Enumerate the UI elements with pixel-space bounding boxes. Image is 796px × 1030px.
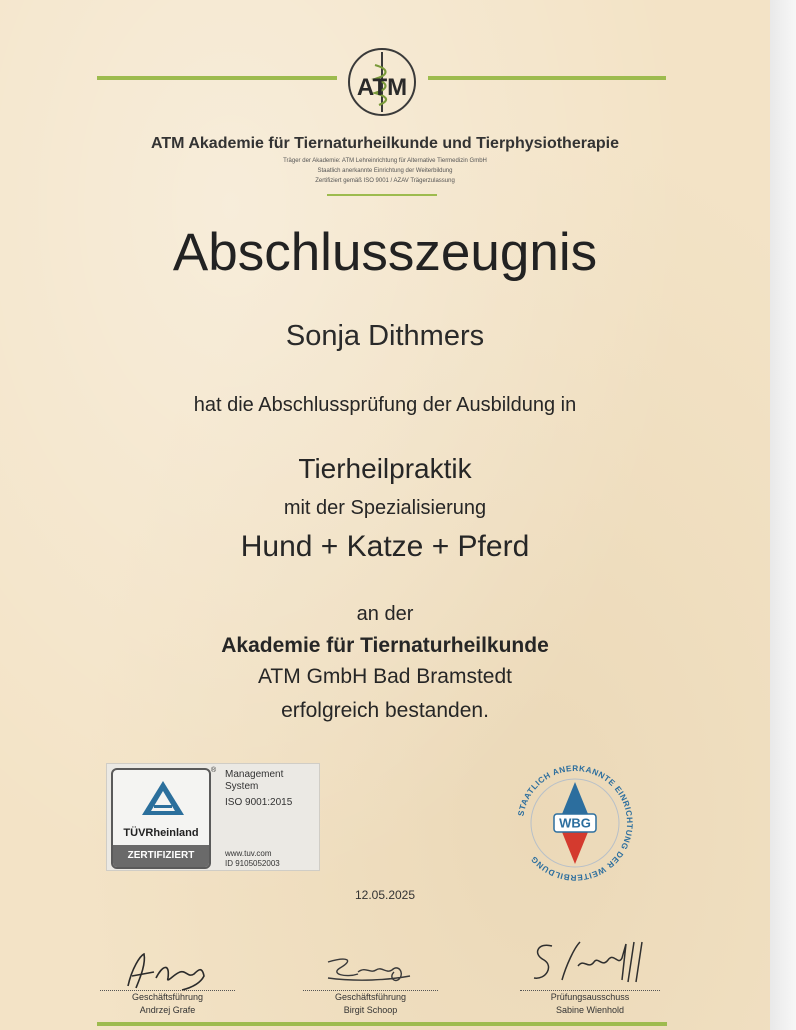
degree: Tierheilpraktik (298, 453, 472, 484)
wbg-center-text: WBG (559, 815, 591, 831)
header-rule-right (428, 76, 666, 80)
company-name: ATM GmbH Bad Bramstedt (257, 665, 512, 688)
signature-person-1: Andrzej Grafe (139, 1005, 196, 1015)
tuv-brand: TÜVRheinland (123, 827, 199, 839)
wbg-seal-icon (506, 754, 644, 892)
tuv-logo (111, 768, 211, 869)
certificate-title: Abschlusszeugnis (172, 223, 598, 282)
wbg-ring-text: STAATLICH ANERKANNTE EINRICHTUNG DER WEITERBILDUNG (516, 763, 635, 883)
signature-role-3: Prüfungsausschuss (550, 992, 630, 1002)
tuv-registered-mark: ® (211, 767, 217, 774)
tuv-certified-badge: ZERTIFIZIERT (113, 845, 209, 867)
issue-date: 12.05.2025 (354, 888, 416, 902)
recipient-name: Sonja Dithmers (285, 320, 485, 352)
lead-text: hat die Abschlussprüfung der Ausbildung in (193, 394, 577, 416)
signature-person-2: Birgit Schoop (343, 1005, 398, 1015)
institution-intro: an der (356, 603, 414, 625)
academy-name: ATM Akademie für Tiernaturheilkunde und Tierphysiotherapie (151, 135, 619, 152)
signature-role-1: Geschäftsführung (131, 992, 204, 1002)
atm-logo-icon (345, 45, 419, 119)
signature-role-2: Geschäftsführung (334, 992, 407, 1002)
page-edge (770, 0, 796, 1030)
tuv-line-iso: ISO 9001:2015 (225, 797, 293, 808)
footer-rule (97, 1022, 667, 1026)
specialization: Hund + Katze + Pferd (240, 530, 530, 563)
institution-name: Akademie für Tiernaturheilkunde (221, 634, 549, 657)
signature-grafe (110, 948, 230, 992)
signature-line-3 (520, 990, 660, 991)
tuv-id: ID 9105052003 (225, 859, 280, 868)
tuv-line-system: System (225, 781, 259, 792)
signature-line-2 (303, 990, 438, 991)
tuv-line-management: Management (225, 769, 284, 780)
logo-text: ATM (356, 74, 408, 101)
subtitle-line-1: Träger der Akademie: ATM Lehreinrichtung für Alternative Tiermedizin GmbH (283, 158, 487, 164)
signature-person-3: Sabine Wienhold (555, 1005, 625, 1015)
signature-schoop (318, 952, 418, 988)
header-rule-left (97, 76, 337, 80)
signature-line-1 (100, 990, 235, 991)
passed-text: erfolgreich bestanden. (281, 699, 489, 722)
subtitle-line-3: Zertifiziert gemäß ISO 9001 / AZAV Trägerzulassung (315, 178, 455, 184)
signature-wienhold (522, 936, 662, 990)
tuv-certification-box (106, 763, 320, 871)
header-rule-small (327, 194, 437, 196)
tuv-url: www.tuv.com (225, 849, 272, 858)
subtitle-line-2: Staatlich anerkannte Einrichtung der Weiterbildung (317, 168, 453, 174)
specialization-intro: mit der Spezialisierung (283, 497, 487, 519)
tuv-triangle-icon (140, 779, 186, 817)
